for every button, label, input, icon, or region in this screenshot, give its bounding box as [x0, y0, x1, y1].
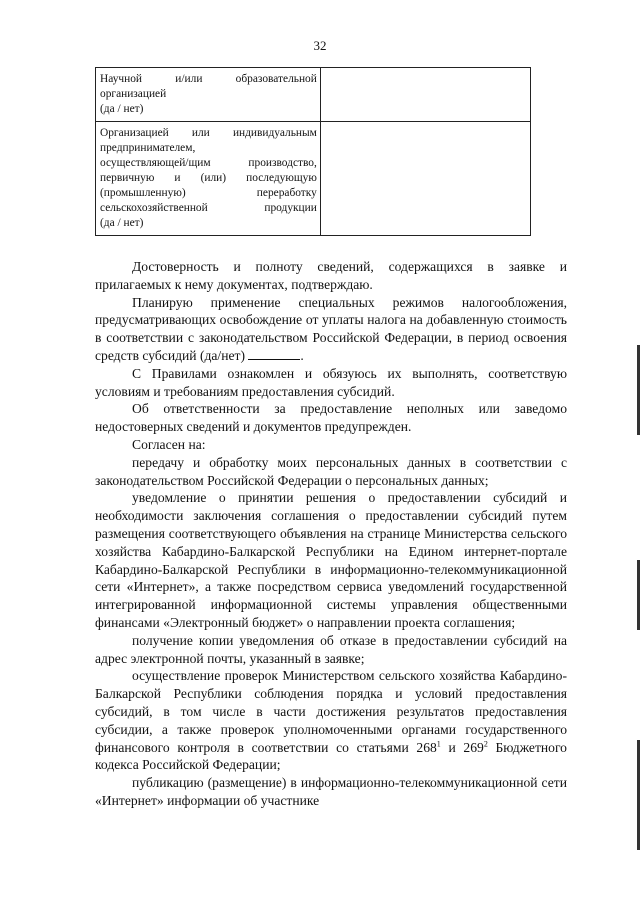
- tax-regime-blank-field[interactable]: [248, 347, 300, 360]
- row-value-cell[interactable]: [320, 68, 530, 122]
- row-label-line: организацией: [100, 88, 167, 100]
- inspections-text-a: осуществление проверок Министерством сельского хозяйства Кабардино-Балкарской Республики соблюдения порядка и условий предоставления субсидий, в том числе в части достижения результатов предоставления субсидии, а также проверок уполномоченными органами государственного финансового контроля в соответствии со статьями 268: [95, 668, 567, 755]
- tax-regime-text: Планирую применение специальных режимов налогообложения, предусматривающих освобождение от уплаты налога на добавленную стоимость в соответствии с законодательством Российской Федерации, в период освоения средств субсидий (да/нет): [95, 294, 567, 363]
- document-body: [95, 258, 567, 810]
- paragraph-consent-heading: Согласен на:: [132, 436, 206, 452]
- row-label-line: (да / нет): [100, 217, 144, 229]
- paragraph-publication: публикацию (размещение) в информационно-телекоммуникационной сети «Интернет» информации об участнике: [95, 775, 567, 808]
- inspections-text-b: и 269: [440, 739, 484, 755]
- inspections-text-c: Бюджетного кодекса Российской Федерации;: [95, 739, 567, 773]
- paragraph-personal-data: передачу и обработку моих персональных данных в соответствии с законодательством Российской Федерации о персональных данных;: [95, 454, 567, 488]
- row-label-cell: [96, 68, 321, 122]
- table-row: [96, 122, 531, 236]
- paragraph-tax-regime: [95, 294, 567, 365]
- row-label-line: осуществляющей/щим производство,: [100, 157, 317, 169]
- row-label-cell: [96, 122, 321, 236]
- row-label-line: (да / нет): [100, 103, 144, 115]
- page-number: 32: [313, 38, 327, 53]
- paragraph-notification: уведомление о принятии решения о предоставлении субсидий и необходимости заключения соглашения о предоставлении субсидий путем размещения соответствующего объявления на странице Министерства сельского хозяйства Кабардино-Балкарской Республики на Едином интернет-портале Кабардино-Балкарской Республики в информационно-телекоммуникационной сети «Интернет», а также посредством сервиса уведомлений государственной интегрированной информационной системы управления общественными финансами «Электронный бюджет» о направлении проекта соглашения;: [95, 490, 567, 630]
- paragraph-rules: С Правилами ознакомлен и обязуюсь их выполнять, соответствую условиям и требованиям предоставления субсидий.: [95, 365, 567, 399]
- row-label-line: Организацией или индивидуальным: [100, 127, 317, 139]
- row-label-line: предпринимателем,: [100, 142, 196, 154]
- row-label-line: (промышленную) переработку: [100, 187, 317, 199]
- row-value-cell[interactable]: [320, 122, 530, 236]
- row-label-line: сельскохозяйственной продукции: [100, 202, 317, 214]
- tax-regime-end: .: [300, 347, 304, 363]
- row-label-line: первичную и (или) последующую: [100, 172, 317, 184]
- article-superscript-2: 2: [483, 738, 488, 748]
- paragraph-accuracy: Достоверность и полноту сведений, содержащихся в заявке и прилагаемых к нему документах, подтверждаю.: [95, 259, 567, 292]
- paragraph-inspections: [95, 667, 567, 774]
- table-row: [96, 68, 531, 122]
- paragraph-responsibility: Об ответственности за предоставление неполных или заведомо недостоверных сведений и документов предупрежден.: [95, 401, 567, 435]
- paragraph-refusal-copy: получение копии уведомления об отказе в предоставлении субсидий на адрес электронной почты, указанный в заявке;: [95, 632, 567, 666]
- applicant-type-table: [95, 67, 531, 236]
- article-superscript-1: 1: [436, 738, 441, 748]
- row-label-line: Научной и/или образовательной: [100, 73, 317, 85]
